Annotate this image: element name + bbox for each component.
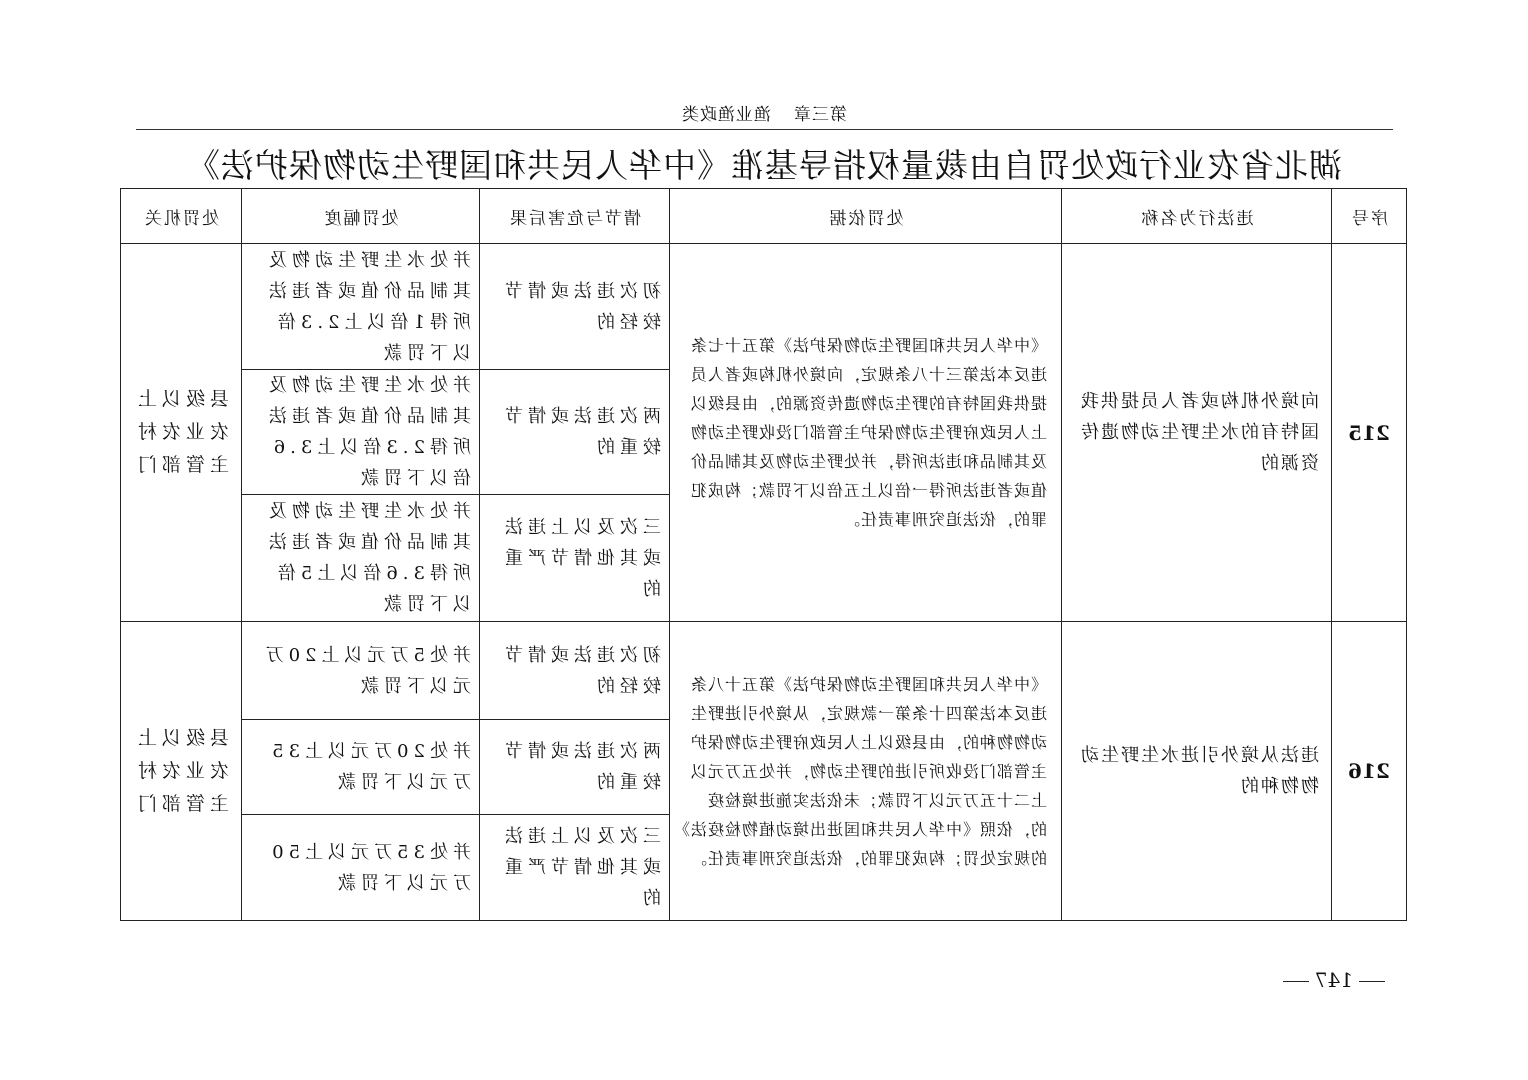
authority-cell: 县级以上农业农村主管部门: [121, 244, 242, 622]
table-header-row: [121, 189, 1407, 244]
row-seq: 216: [1332, 622, 1407, 921]
circumstance-cell: 初次违法或情节较轻的: [480, 244, 670, 370]
header-rule: [136, 129, 1393, 130]
violation-name: 违法从境外引进水生野生动物物种的: [1062, 622, 1332, 921]
header-authority: 处罚机关: [121, 189, 242, 244]
header-seq: 序号: [1332, 189, 1407, 244]
running-head-section: 渔业渔政类: [681, 105, 771, 125]
table-row: [121, 622, 1407, 720]
circumstance-cell: 两次违法或情节较重的: [480, 370, 670, 495]
header-basis: 处罚依据: [670, 189, 1062, 244]
authority-cell: 县级以上农业农村主管部门: [121, 622, 242, 921]
penalty-basis: 《中华人民共和国野生动物保护法》第五十七条 违反本法第三十八条规定，向境外机构或者人员提供我国特有的野生动物遗传资源的，由县级以上人民政府野生动物保护主管部门没收野生动物及其制品和违法所得，并处野生动物及其制品价值或者违法所得一倍以上五倍以下罚款；构成犯罪的，依法追究刑事责任。: [670, 244, 1062, 622]
circumstance-cell: 三次及以上违法或其他情节严重的: [480, 495, 670, 622]
page-number: [1277, 968, 1391, 992]
row-seq: 215: [1332, 244, 1407, 622]
running-head-chapter: 第三章: [793, 105, 847, 125]
penalty-range-cell: 并处35万元以上50万元以下罚款: [242, 815, 480, 921]
header-circumstance: 情节与危害后果: [480, 189, 670, 244]
header-violation: 违法行为名称: [1062, 189, 1332, 244]
header-penalty: 处罚幅度: [242, 189, 480, 244]
penalty-range-cell: 并处5万元以上20万元以下罚款: [242, 622, 480, 720]
document-title: 湖北省农业行政处罚自由裁量权指导基准《中华人民共和国野生动物保护法》: [186, 146, 1342, 185]
table-row: [121, 244, 1407, 370]
violation-name: 向境外机构或者人员提供我国特有的水生野生动物遗传资源的: [1062, 244, 1332, 622]
circumstance-cell: 三次及以上违法或其他情节严重的: [480, 815, 670, 921]
circumstance-cell: 两次违法或情节较重的: [480, 720, 670, 815]
penalty-basis: 《中华人民共和国野生动物保护法》第五十八条 违反本法第四十条第一款规定，从境外引进野生动物物种的，由县级以上人民政府野生动物保护主管部门没收所引进的野生动物，并处五万元以上二十五万元以下罚款；未依法实施进境检疫的，依照《中华人民共和国进出境动植物检疫法》的规定处罚；构成犯罪的，依法追究刑事责任。: [670, 622, 1062, 921]
penalty-standards-table: [120, 188, 1407, 921]
penalty-range-cell: 并处水生野生动物及其制品价值或者违法所得1倍以上2.3倍以下罚款: [242, 244, 480, 370]
running-head: [0, 100, 1528, 125]
page-number-text: 147: [1314, 968, 1353, 992]
penalty-range-cell: 并处20万元以上35万元以下罚款: [242, 720, 480, 815]
penalty-range-cell: 并处水生野生动物及其制品价值或者违法所得3.6倍以上5倍以下罚款: [242, 495, 480, 622]
penalty-range-cell: 并处水生野生动物及其制品价值或者违法所得2.3倍以上3.6倍以下罚款: [242, 370, 480, 495]
circumstance-cell: 初次违法或情节较轻的: [480, 622, 670, 720]
